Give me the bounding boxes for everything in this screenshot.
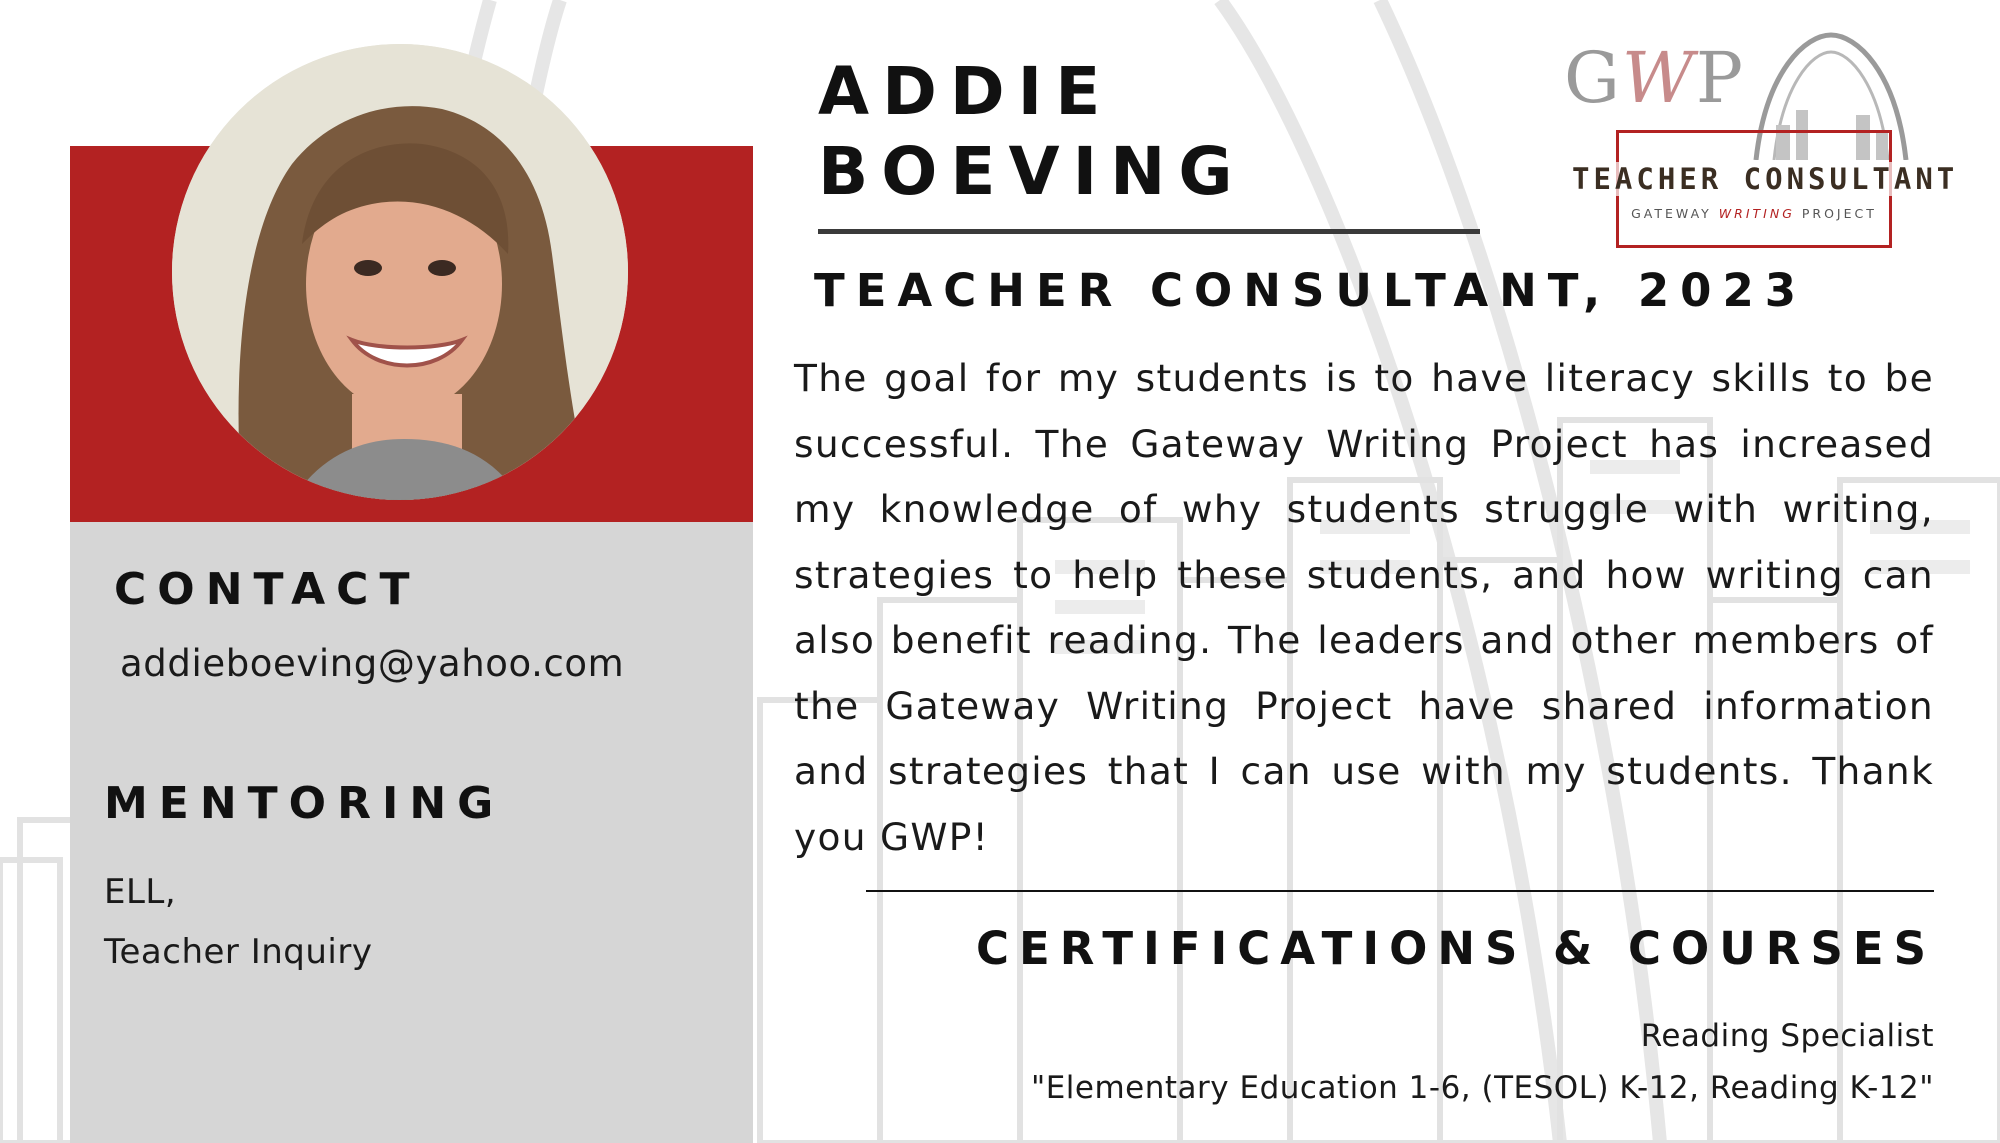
person-name (818, 52, 1246, 212)
bio-text: The goal for my students is to have literacy skills to be successful. The Gateway Writing Project has increased my knowledge of why students struggle with writing, strategies to help these students, and how writing can also benefit reading. The leaders and other members of the Gateway Writing Project have shared information and strategies that I can use with my students. Thank you GWP! (794, 356, 1934, 859)
logo-letters: GWP (1564, 37, 1745, 119)
mentoring-list (104, 862, 372, 982)
logo-badge-text: TEACHER CONSULTANT (1572, 162, 1959, 196)
section-divider (866, 890, 1934, 892)
certification-item: Reading Specialist (1640, 1018, 1934, 1054)
certification-item: "Elementary Education 1-6, (TESOL) K-12, Reading K-12" (1030, 1070, 1934, 1106)
profile-photo (172, 44, 628, 500)
contact-email[interactable]: addieboeving@yahoo.com (120, 642, 625, 685)
certifications-list (1031, 1010, 1934, 1114)
contact-heading: CONTACT (114, 564, 421, 615)
mentoring-item: ELL, (104, 872, 177, 912)
mentoring-heading: MENTORING (104, 778, 505, 829)
name-divider (818, 229, 1480, 234)
sidebar-panel (70, 522, 753, 1143)
certifications-heading: CERTIFICATIONS & COURSES (975, 922, 1936, 975)
mentoring-item: Teacher Inquiry (104, 932, 373, 972)
gwp-logo (1556, 30, 1959, 256)
logo-subtitle: GATEWAY WRITING PROJECT (1631, 206, 1877, 221)
first-name: ADDIE (818, 53, 1114, 130)
role-title: TEACHER CONSULTANT, 2023 (814, 264, 1808, 317)
last-name: BOEVING (818, 133, 1246, 210)
